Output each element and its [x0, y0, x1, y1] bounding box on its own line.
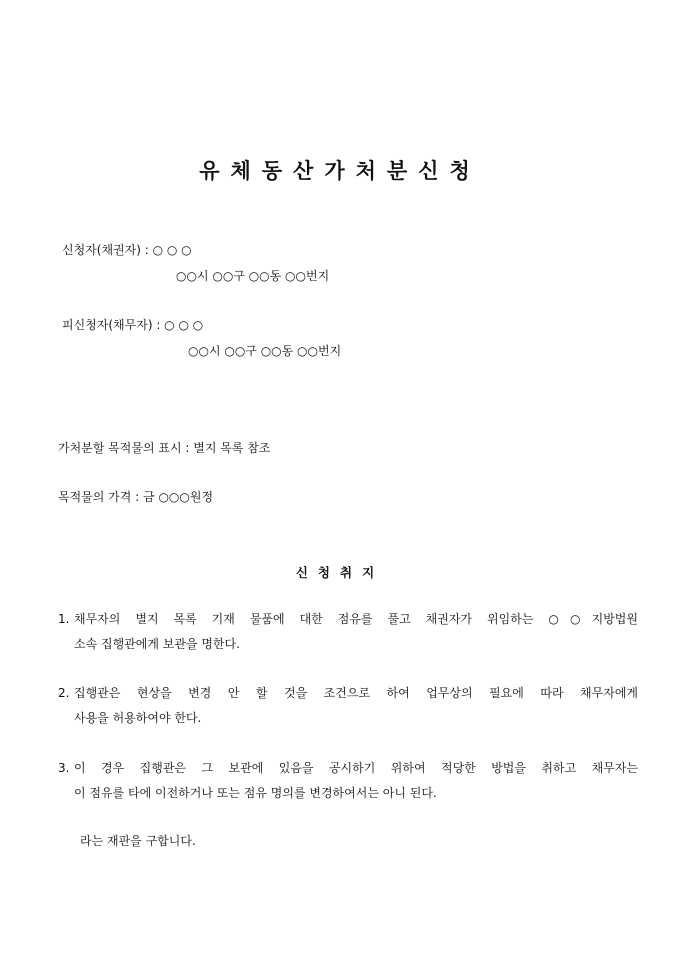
- list-item: [58, 756, 638, 806]
- item-line: 이 점유를 타에 이전하거나 또는 점유 명의를 변경하여서는 아니 된다.: [74, 786, 437, 800]
- item-number: 1.: [58, 612, 70, 626]
- item-line: 이 경우 집행관은 그 보관에 있음을 공시하기 위하여 적당한 방법을 취하고 채무자는: [74, 761, 638, 775]
- target-display: 가처분할 목적물의 표시 : 별지 목록 참조: [58, 441, 271, 455]
- item-line: 사용을 허용하여야 한다.: [74, 711, 202, 725]
- applicant-label: 신청자(채권자) : ○ ○ ○: [62, 243, 192, 257]
- applicant-address: ○○시 ○○구 ○○동 ○○번지: [176, 269, 330, 283]
- list-item: [58, 607, 638, 657]
- item-number: 2.: [58, 686, 70, 700]
- respondent-address: ○○시 ○○구 ○○동 ○○번지: [188, 344, 342, 358]
- target-value: 목적물의 가격 : 금 ○○○원정: [58, 490, 214, 504]
- list-item: [58, 681, 638, 731]
- section-heading: 신청취지: [295, 565, 385, 580]
- item-line: 집행관은 현상을 변경 안 할 것을 조건으로 하여 업무상의 필요에 따라 채무자에게: [74, 686, 638, 700]
- item-line: 소속 집행관에게 보관을 명한다.: [74, 637, 240, 651]
- item-line: 채무자의 별지 목록 기재 물품에 대한 점유를 풀고 채권자가 위임하는 ○○지방법원: [74, 612, 638, 626]
- document-title: 유체동산가처분신청: [199, 158, 481, 183]
- item-number: 3.: [58, 761, 70, 775]
- closing-statement: 라는 재판을 구합니다.: [80, 834, 196, 848]
- respondent-label: 피신청자(채무자) : ○ ○ ○: [62, 318, 204, 332]
